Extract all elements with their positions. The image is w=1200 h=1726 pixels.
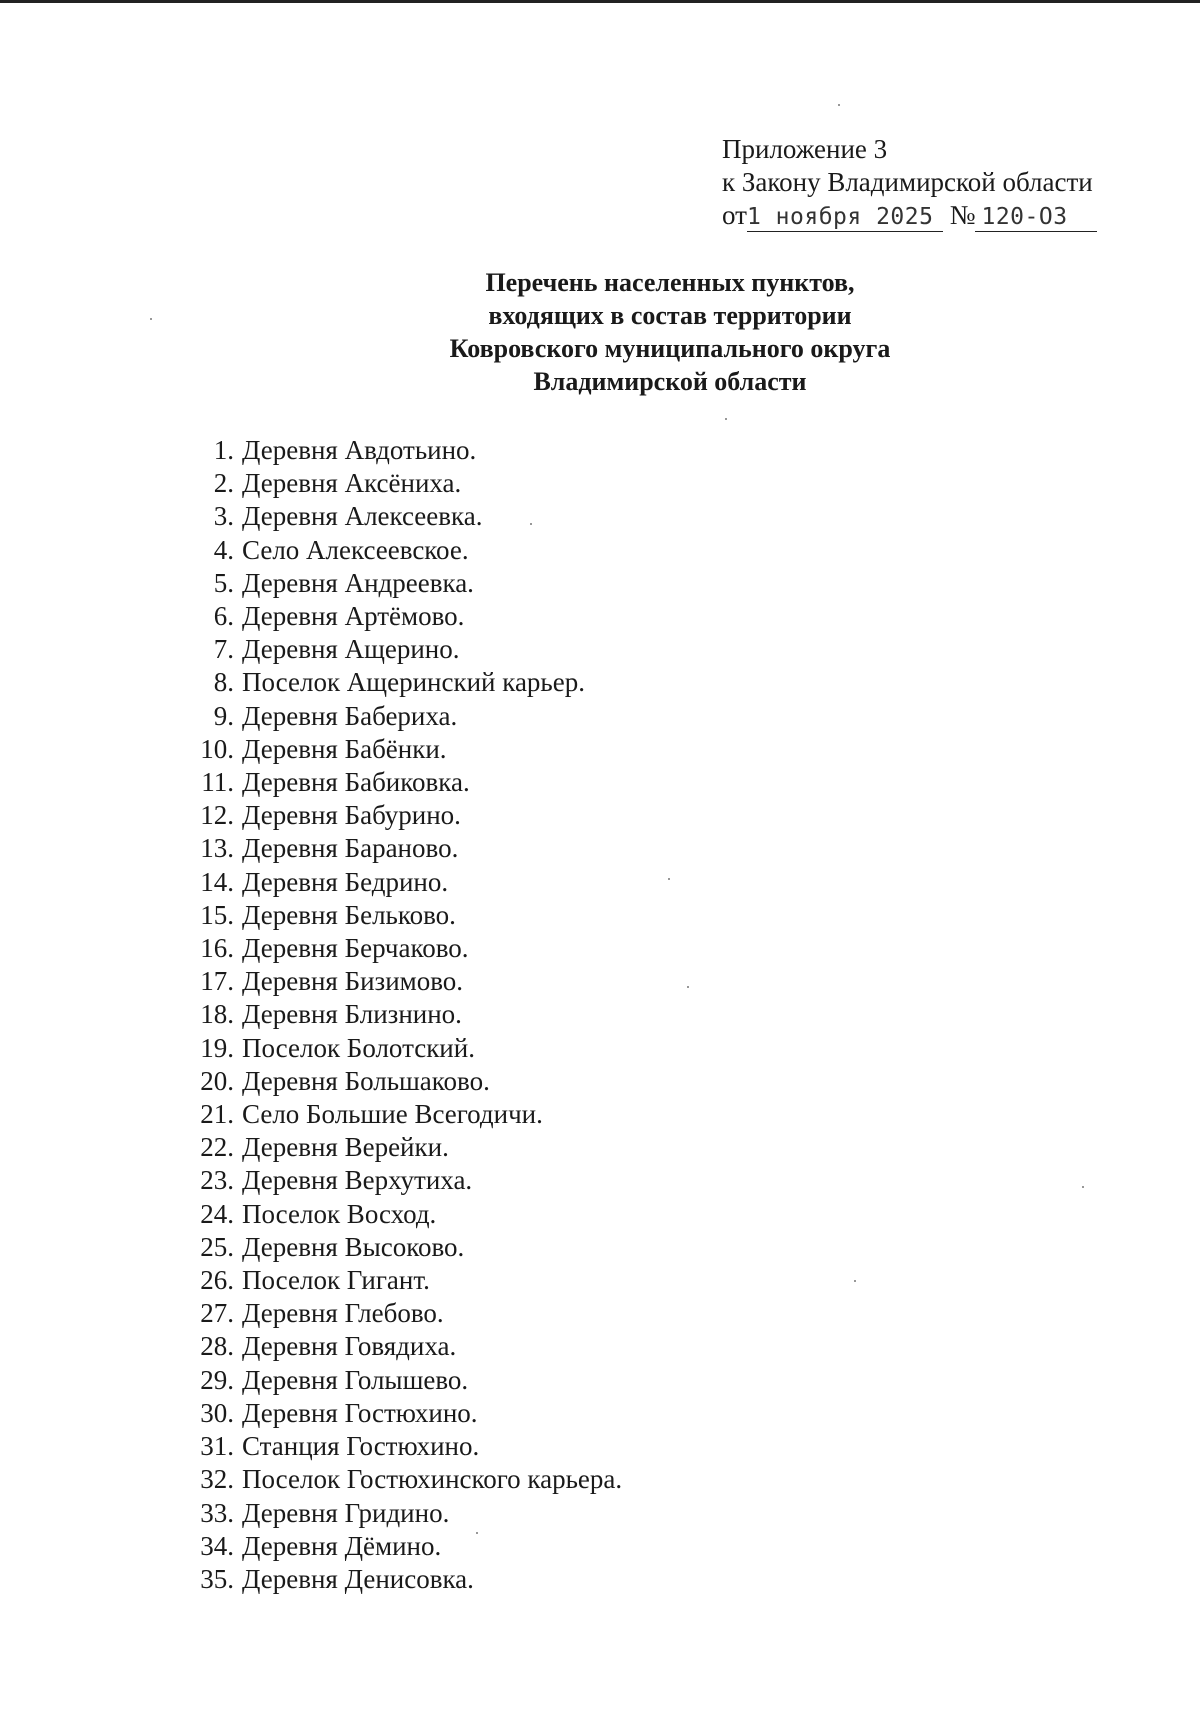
list-item — [190, 1198, 622, 1231]
list-item-number: 18. — [200, 999, 234, 1030]
list-item — [190, 1463, 622, 1496]
list-item-number: 11. — [201, 767, 234, 798]
list-item-text: Деревня Аксёниха. — [242, 468, 462, 499]
list-item-number: 24. — [200, 1198, 234, 1229]
appendix-reference — [722, 133, 1097, 232]
list-item-text: Деревня Андреевка. — [242, 567, 474, 598]
appendix-title: Приложение 3 — [722, 134, 888, 164]
list-item-text: Деревня Бедрино. — [242, 866, 449, 897]
list-item — [190, 1397, 622, 1430]
list-item-number: 6. — [213, 601, 234, 632]
list-item — [190, 1364, 622, 1397]
list-item-number: 7. — [213, 634, 234, 665]
list-item-text: Деревня Берчаково. — [242, 933, 469, 964]
list-item — [190, 1563, 622, 1596]
number-field — [975, 202, 1097, 232]
list-item — [190, 467, 622, 500]
settlement-list — [190, 434, 622, 1596]
list-item-text: Деревня Говядиха. — [242, 1331, 457, 1362]
list-item — [190, 733, 622, 766]
list-item-text: Деревня Бабурино. — [242, 800, 461, 831]
list-item-text: Деревня Бабёнки. — [242, 733, 447, 764]
list-item-text: Деревня Авдотьино. — [242, 435, 477, 465]
title-line: входящих в состав территории — [488, 301, 852, 330]
list-item-text: Поселок Восход. — [242, 1198, 437, 1229]
list-item-number: 15. — [200, 899, 234, 930]
list-item-number: 32. — [200, 1464, 234, 1495]
list-item — [190, 1231, 622, 1264]
list-item — [190, 998, 622, 1031]
list-item-text: Деревня Бизимово. — [242, 966, 464, 997]
list-item — [190, 1065, 622, 1098]
list-item-number: 1. — [213, 435, 234, 465]
list-item — [190, 899, 622, 932]
list-item — [190, 1297, 622, 1330]
list-item-text: Деревня Высоково. — [242, 1231, 465, 1262]
list-item-number: 33. — [200, 1497, 234, 1528]
scan-top-border — [0, 0, 1200, 3]
list-item-text: Деревня Бабериха. — [242, 700, 458, 731]
list-item-number: 9. — [213, 700, 234, 731]
list-item-number: 13. — [200, 833, 234, 864]
list-item-text: Деревня Верейки. — [242, 1132, 449, 1163]
list-item — [190, 965, 622, 998]
list-item-text: Поселок Гигант. — [242, 1265, 430, 1296]
list-item-text: Деревня Бараново. — [242, 833, 459, 864]
date-value: 1 ноября 2025 — [746, 204, 934, 230]
list-item-text: Деревня Гридино. — [242, 1497, 450, 1528]
list-item — [190, 1330, 622, 1363]
list-item-number: 19. — [200, 1032, 234, 1063]
scan-speck — [668, 878, 670, 880]
list-item-text: Деревня Дёмино. — [242, 1530, 442, 1561]
list-item — [190, 1164, 622, 1197]
list-item — [190, 666, 622, 699]
list-item-number: 34. — [200, 1530, 234, 1561]
number-value: 120-ОЗ — [981, 204, 1068, 230]
list-item — [190, 567, 622, 600]
scan-speck — [1082, 1186, 1084, 1188]
list-item-number: 23. — [200, 1165, 234, 1196]
list-item-number: 31. — [200, 1431, 234, 1462]
list-item-number: 22. — [200, 1132, 234, 1163]
list-item-number: 14. — [200, 866, 234, 897]
list-item — [190, 1032, 622, 1065]
scan-speck — [150, 318, 152, 320]
list-item-text: Деревня Алексеевка. — [242, 501, 483, 532]
list-item-text: Деревня Бельково. — [242, 899, 456, 930]
list-item-number: 2. — [213, 468, 234, 499]
date-field — [747, 202, 943, 232]
list-item-number: 12. — [200, 800, 234, 831]
list-item — [190, 633, 622, 666]
title-line: Владимирской области — [533, 367, 807, 396]
list-item — [190, 534, 622, 567]
list-item-number: 3. — [213, 501, 234, 532]
list-item-number: 17. — [200, 966, 234, 997]
list-item-number: 27. — [200, 1298, 234, 1329]
list-item-text: Деревня Денисовка. — [242, 1563, 474, 1594]
list-item — [190, 1131, 622, 1164]
list-item-number: 5. — [213, 567, 234, 598]
list-item — [190, 932, 622, 965]
list-item-text: Село Алексеевское. — [242, 534, 469, 565]
list-item — [190, 1497, 622, 1530]
list-item — [190, 500, 622, 533]
list-item — [190, 600, 622, 633]
document-title — [300, 266, 1040, 398]
list-item-number: 10. — [200, 733, 234, 764]
list-item-text: Деревня Верхутиха. — [242, 1165, 473, 1196]
scan-speck — [725, 418, 727, 420]
list-item-number: 21. — [200, 1099, 234, 1130]
list-item-text: Деревня Голышево. — [242, 1364, 469, 1395]
list-item-number: 28. — [200, 1331, 234, 1362]
title-line: Ковровского муниципального округа — [449, 334, 891, 363]
list-item-text: Поселок Гостюхинского карьера. — [242, 1464, 623, 1495]
appendix-date-line — [722, 199, 1097, 232]
title-line: Перечень населенных пунктов, — [485, 268, 855, 297]
list-item-text: Поселок Болотский. — [242, 1032, 475, 1063]
list-item — [190, 1430, 622, 1463]
list-item-number: 20. — [200, 1065, 234, 1096]
list-item — [190, 799, 622, 832]
scan-speck — [687, 986, 689, 988]
list-item-number: 35. — [200, 1563, 234, 1594]
list-item-number: 16. — [200, 933, 234, 964]
list-item-number: 29. — [200, 1364, 234, 1395]
list-item-number: 26. — [200, 1265, 234, 1296]
list-item — [190, 866, 622, 899]
appendix-law-reference: к Закону Владимирской области — [722, 167, 1093, 197]
list-item-number: 8. — [213, 667, 234, 698]
list-item-text: Деревня Ащерино. — [242, 634, 460, 665]
list-item-text: Деревня Бабиковка. — [242, 767, 470, 798]
list-item-text: Деревня Близнино. — [242, 999, 462, 1030]
scan-speck — [854, 1280, 856, 1282]
list-item — [190, 832, 622, 865]
list-item — [190, 434, 622, 467]
list-item-text: Поселок Ащеринский карьер. — [242, 667, 585, 698]
list-item-text: Деревня Глебово. — [242, 1298, 444, 1329]
list-item — [190, 700, 622, 733]
list-item-number: 25. — [200, 1231, 234, 1262]
list-item — [190, 1264, 622, 1297]
date-from-label: от — [722, 200, 747, 230]
list-item — [190, 1530, 622, 1563]
list-item-text: Село Большие Всегодичи. — [242, 1099, 543, 1130]
list-item — [190, 766, 622, 799]
list-item-text: Деревня Артёмово. — [242, 601, 465, 632]
list-item-text: Станция Гостюхино. — [242, 1431, 480, 1462]
scan-speck — [838, 104, 840, 106]
list-item — [190, 1098, 622, 1131]
list-item-number: 4. — [213, 534, 234, 565]
number-label: № — [949, 200, 976, 230]
list-item-number: 30. — [200, 1397, 234, 1428]
list-item-text: Деревня Гостюхино. — [242, 1397, 478, 1428]
list-item-text: Деревня Большаково. — [242, 1065, 490, 1096]
